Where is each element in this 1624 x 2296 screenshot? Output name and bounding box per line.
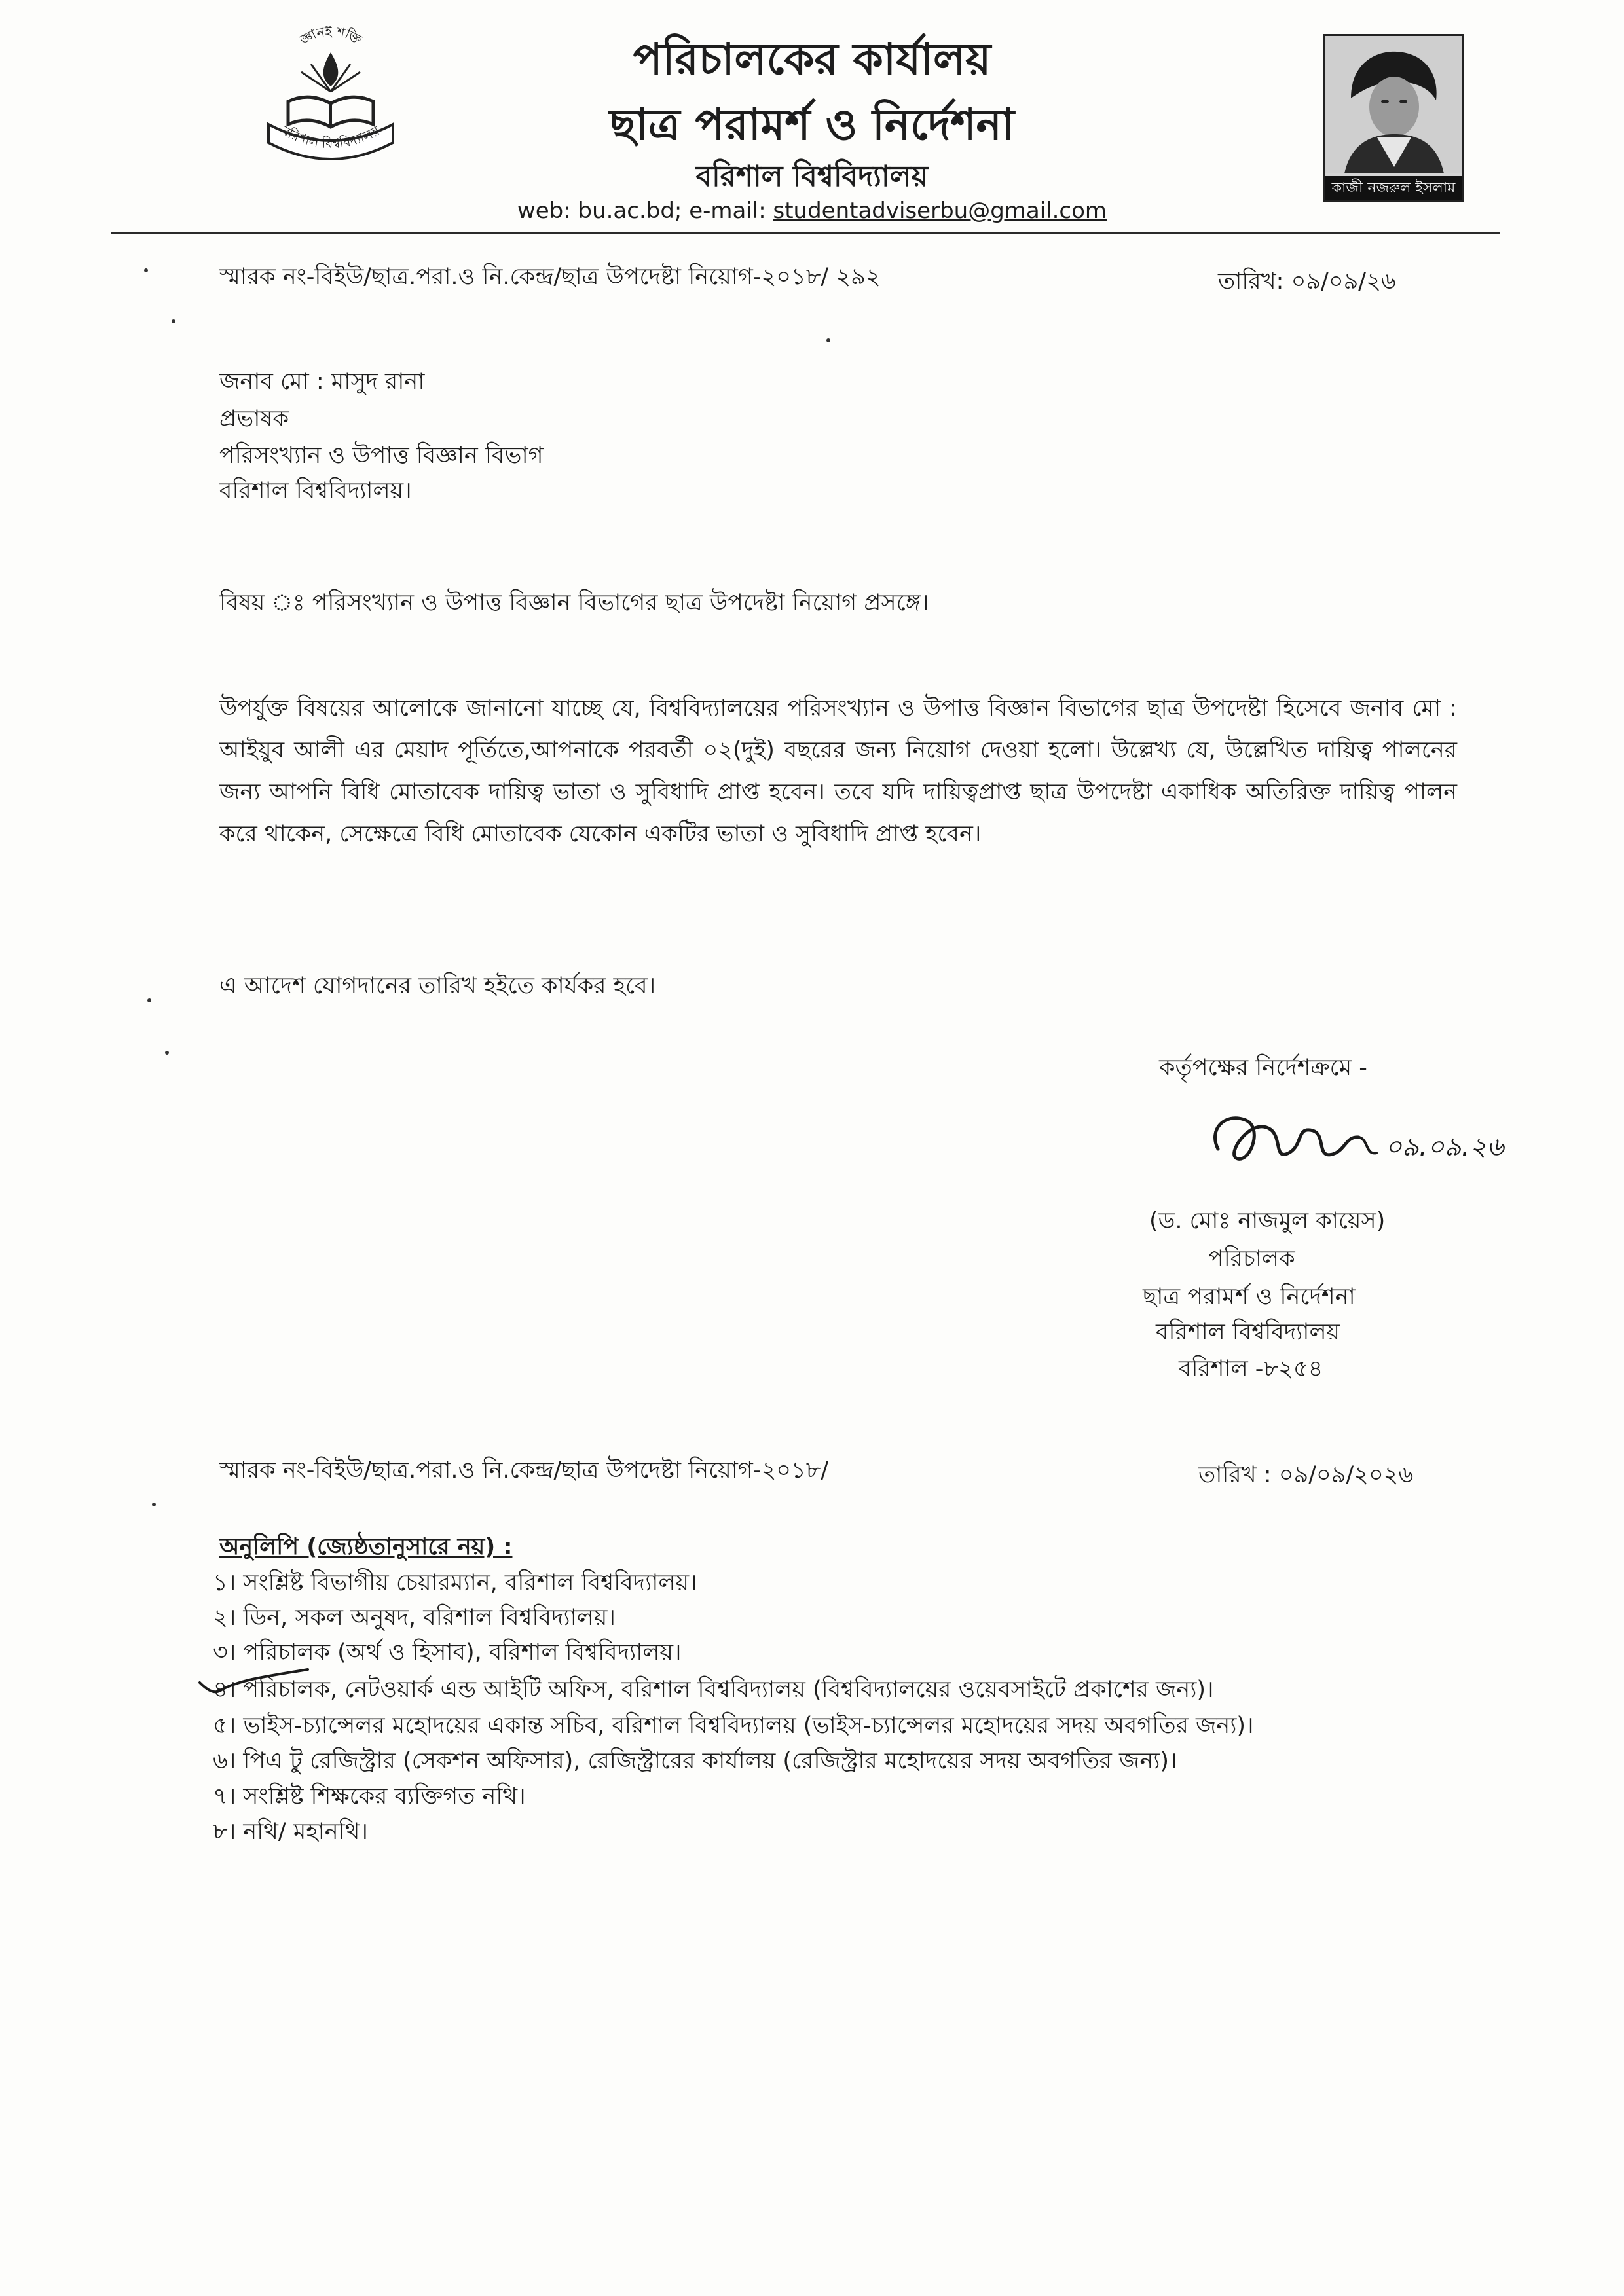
recipient-university: বরিশাল বিশ্ববিদ্যালয়। — [219, 478, 412, 504]
subject-line: বিষয় ঃ পরিসংখ্যান ও উপাত্ত বিজ্ঞান বিভাগের ছাত্র উপদেষ্টা নিয়োগ প্রসঙ্গে। — [219, 590, 929, 616]
web-address: web: bu.ac.bd; e-mail: — [517, 198, 773, 224]
contact-line — [393, 198, 1231, 224]
copy-item-8: ৮। নথি/ মহানথি। — [213, 1819, 368, 1845]
logo-arc-text: জ্ঞানই শক্তি — [297, 26, 365, 48]
copy-item-2: ২। ডিন, সকল অনুষদ, বরিশাল বিশ্ববিদ্যালয়। — [213, 1605, 616, 1631]
svg-text:জ্ঞানই শক্তি — [297, 26, 365, 48]
recipient-department: পরিসংখ্যান ও উপাত্ত বিজ্ঞান বিভাগ — [219, 443, 544, 469]
memo2-date: তারিখ : ০৯/০৯/২০২৬ — [1198, 1462, 1414, 1488]
logo-ribbon-text: বরিশাল বিশ্ববিদ্যালয় — [279, 122, 382, 152]
portrait-photo — [1323, 34, 1464, 202]
signature-date: ০৯.০৯.২৬ — [1385, 1132, 1504, 1162]
memo-reference: স্মারক নং-বিইউ/ছাত্র.পরা.ও নি.কেন্দ্র/ছাত্র উপদেষ্টা নিয়োগ-২০১৮/ ২৯২ — [219, 264, 881, 290]
university-logo — [249, 26, 413, 177]
scan-speck — [147, 998, 151, 1002]
authority-line: কর্তৃপক্ষের নির্দেশক্রমে - — [1159, 1055, 1367, 1081]
recipient-designation: প্রভাষক — [219, 406, 289, 432]
copy-item-4: ৪। পরিচালক, নেটওয়ার্ক এন্ড আইটি অফিস, বরিশাল বিশ্ববিদ্যালয় (বিশ্ববিদ্যালয়ের ওয়েবসাইটে প্রকাশের জন্য)। — [213, 1677, 1214, 1703]
signatory-name: (ড. মোঃ নাজমুল কায়েস) — [1149, 1208, 1386, 1234]
signatory-title: পরিচালক — [1208, 1246, 1295, 1272]
scan-speck — [172, 319, 175, 323]
copy-item-5: ৫। ভাইস-চ্যান্সেলর মহোদয়ের একান্ত সচিব, বরিশাল বিশ্ববিদ্যালয় (ভাইস-চ্যান্সেলর মহোদয়ের সদয় অবগতির জন্য)। — [213, 1713, 1254, 1739]
signatory-address: বরিশাল -৮২৫৪ — [1179, 1356, 1323, 1382]
copies-heading: অনুলিপি (জ্যেষ্ঠতানুসারে নয়) : — [219, 1534, 513, 1560]
scan-speck — [165, 1051, 169, 1055]
signatory-university: বরিশাল বিশ্ববিদ্যালয় — [1156, 1319, 1340, 1345]
office-title: পরিচালকের কার্যালয় — [633, 34, 991, 84]
university-name: বরিশাল বিশ্ববিদ্যালয় — [695, 160, 929, 193]
copy-item-6: ৬। পিএ টু রেজিস্ট্রার (সেকশন অফিসার), রেজিস্ট্রারের কার্যালয় (রেজিস্ট্রার মহোদয়ের সদয় অবগতির জন্য)। — [213, 1748, 1177, 1774]
scan-speck — [144, 268, 148, 272]
department-title: ছাত্র পরামর্শ ও নির্দেশনা — [609, 100, 1015, 150]
handwritten-signature — [1205, 1090, 1545, 1188]
header-divider — [111, 232, 1500, 234]
email-link[interactable]: studentadviserbu@gmail.com — [773, 198, 1107, 224]
memo2-reference: স্মারক নং-বিইউ/ছাত্র.পরা.ও নি.কেন্দ্র/ছাত্র উপদেষ্টা নিয়োগ-২০১৮/ — [219, 1457, 829, 1484]
handwritten-tick-mark — [196, 1663, 314, 1702]
effective-statement: এ আদেশ যোগদানের তারিখ হইতে কার্যকর হবে। — [219, 973, 656, 999]
memo-date: তারিখ: ০৯/০৯/২৬ — [1218, 268, 1396, 295]
scan-speck — [152, 1503, 156, 1506]
copy-item-1: ১। সংশ্লিষ্ট বিভাগীয় চেয়ারম্যান, বরিশাল বিশ্ববিদ্যালয়। — [213, 1570, 697, 1596]
signatory-department: ছাত্র পরামর্শ ও নির্দেশনা — [1143, 1284, 1356, 1310]
scan-speck — [826, 338, 830, 342]
copy-item-7: ৭। সংশ্লিষ্ট শিক্ষকের ব্যক্তিগত নথি। — [213, 1783, 526, 1810]
body-paragraph: উপর্যুক্ত বিষয়ের আলোকে জানানো যাচ্ছে যে, বিশ্ববিদ্যালয়ের পরিসংখ্যান ও উপাত্ত বিজ্ঞান বিভাগের ছাত্র উপদেষ্টা হিসেবে জনাব মো : আইয়ুব আলী এর মেয়াদ পূর্তিতে,আপনাকে পরবর্তী ০২(দুই) বছরের জন্য নিয়োগ দেওয়া হলো। উল্লেখ্য যে, উল্লেখিত দায়িত্ব পালনের জন্য আপনি বিধি মোতাবেক দায়িত্ব ভাতা ও সুবিধাদি প্রাপ্ত হবেন। তবে যদি দায়িত্বপ্রাপ্ত ছাত্র উপদেষ্টা একাধিক অতিরিক্ত দায়িত্ব পালন করে থাকেন, সেক্ষেত্রে বিধি মোতাবেক যেকোন একটির ভাতা ও সুবিধাদি প্রাপ্ত হবেন। — [219, 695, 1457, 847]
recipient-name: জনাব মো : মাসুদ রানা — [219, 369, 425, 395]
copy-item-3: ৩। পরিচালক (অর্থ ও হিসাব), বরিশাল বিশ্ববিদ্যালয়। — [213, 1639, 682, 1666]
portrait-caption: কাজী নজরুল ইসলাম — [1325, 176, 1462, 200]
